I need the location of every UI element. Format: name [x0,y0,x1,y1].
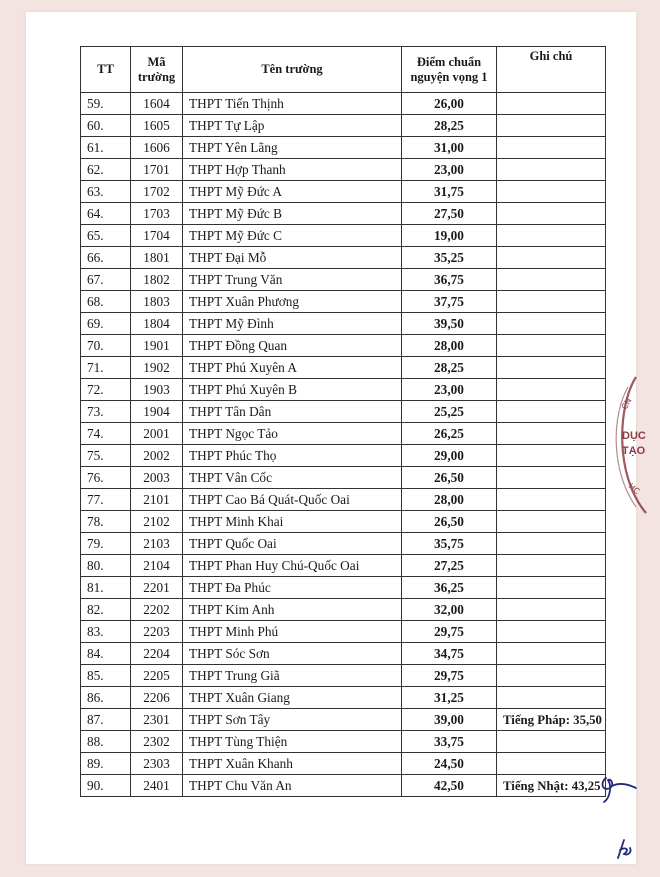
row-number: 88. [81,731,131,753]
admission-score: 26,50 [402,511,497,533]
school-code: 2104 [131,555,183,577]
row-number: 73. [81,401,131,423]
school-code: 1901 [131,335,183,357]
table-row [81,225,606,247]
admission-score: 19,00 [402,225,497,247]
row-note [497,357,606,379]
row-note [497,445,606,467]
svg-text:CN: CN [619,396,634,411]
admission-score: 36,25 [402,577,497,599]
school-name: THPT Chu Văn An [183,775,402,797]
school-name: THPT Trung Giã [183,665,402,687]
school-code: 2003 [131,467,183,489]
row-number: 59. [81,93,131,115]
school-name: THPT Cao Bá Quát-Quốc Oai [183,489,402,511]
school-code: 2103 [131,533,183,555]
admission-score: 26,00 [402,93,497,115]
admission-score: 39,50 [402,313,497,335]
table-header-row [81,47,606,93]
row-number: 89. [81,753,131,775]
admission-score: 27,25 [402,555,497,577]
school-name: THPT Đồng Quan [183,335,402,357]
admission-scores-table [80,46,606,797]
school-name: THPT Xuân Khanh [183,753,402,775]
signature-initial-icon [598,772,640,806]
school-name: THPT Mỹ Đức C [183,225,402,247]
school-code: 2303 [131,753,183,775]
school-code: 2205 [131,665,183,687]
school-code: 1701 [131,159,183,181]
row-note [497,423,606,445]
admission-score: 31,25 [402,687,497,709]
row-note [497,379,606,401]
row-note [497,159,606,181]
table-row [81,467,606,489]
row-note [497,247,606,269]
row-number: 79. [81,533,131,555]
school-code: 2301 [131,709,183,731]
table-row [81,709,606,731]
admission-score: 34,75 [402,643,497,665]
row-number: 83. [81,621,131,643]
school-name: THPT Tiến Thịnh [183,93,402,115]
admission-score: 42,50 [402,775,497,797]
school-name: THPT Hợp Thanh [183,159,402,181]
table-row [81,511,606,533]
row-number: 69. [81,313,131,335]
table-row [81,731,606,753]
admission-score: 23,00 [402,159,497,181]
school-name: THPT Tùng Thiện [183,731,402,753]
school-code: 2206 [131,687,183,709]
school-code: 1801 [131,247,183,269]
table-row [81,137,606,159]
school-code: 2302 [131,731,183,753]
admission-score: 39,00 [402,709,497,731]
row-number: 68. [81,291,131,313]
school-name: THPT Sóc Sơn [183,643,402,665]
row-number: 70. [81,335,131,357]
table-row [81,599,606,621]
row-note: Tiếng Pháp: 35,50 [497,709,606,731]
admission-score: 26,25 [402,423,497,445]
admission-score: 26,50 [402,467,497,489]
table-row [81,687,606,709]
header-note: Ghi chú [497,47,606,93]
admission-score: 24,50 [402,753,497,775]
row-note [497,137,606,159]
school-code: 1803 [131,291,183,313]
row-number: 61. [81,137,131,159]
school-name: THPT Vân Cốc [183,467,402,489]
table-row [81,181,606,203]
school-code: 2001 [131,423,183,445]
school-code: 2101 [131,489,183,511]
row-note [497,203,606,225]
school-code: 2401 [131,775,183,797]
row-number: 80. [81,555,131,577]
row-number: 86. [81,687,131,709]
school-code: 2002 [131,445,183,467]
admission-score: 35,75 [402,533,497,555]
school-name: THPT Xuân Giang [183,687,402,709]
header-school-code: Mã trường [131,47,183,93]
school-name: THPT Phú Xuyên B [183,379,402,401]
school-name: THPT Mỹ Đình [183,313,402,335]
row-note [497,687,606,709]
row-number: 62. [81,159,131,181]
row-note [497,467,606,489]
school-code: 2204 [131,643,183,665]
school-name: THPT Phúc Thọ [183,445,402,467]
row-note [497,489,606,511]
table-row [81,115,606,137]
row-note [497,225,606,247]
row-note [497,181,606,203]
school-code: 1704 [131,225,183,247]
table-row [81,291,606,313]
school-name: THPT Kim Anh [183,599,402,621]
row-note [497,643,606,665]
row-note [497,511,606,533]
admission-score: 28,25 [402,357,497,379]
school-code: 1702 [131,181,183,203]
table-row [81,357,606,379]
school-code: 1605 [131,115,183,137]
school-code: 2202 [131,599,183,621]
school-name: THPT Tân Dân [183,401,402,423]
school-code: 1604 [131,93,183,115]
admission-score: 28,00 [402,489,497,511]
row-note [497,401,606,423]
svg-text:HC: HC [626,481,642,496]
table-row [81,489,606,511]
school-name: THPT Phú Xuyên A [183,357,402,379]
admission-score: 27,50 [402,203,497,225]
row-note [497,313,606,335]
row-number: 75. [81,445,131,467]
admission-score: 28,00 [402,335,497,357]
school-name: THPT Phan Huy Chú-Quốc Oai [183,555,402,577]
school-code: 1802 [131,269,183,291]
row-number: 71. [81,357,131,379]
row-note [497,599,606,621]
school-code: 2203 [131,621,183,643]
school-name: THPT Minh Khai [183,511,402,533]
row-number: 65. [81,225,131,247]
table-row [81,643,606,665]
row-number: 78. [81,511,131,533]
admission-score: 36,75 [402,269,497,291]
row-number: 66. [81,247,131,269]
school-code: 2102 [131,511,183,533]
row-number: 60. [81,115,131,137]
admission-score: 35,25 [402,247,497,269]
table-row [81,335,606,357]
header-score: Điểm chuẩn nguyện vọng 1 [402,47,497,93]
table-row [81,753,606,775]
row-number: 87. [81,709,131,731]
row-note [497,731,606,753]
admission-score: 29,00 [402,445,497,467]
stamp-text-line2: TẠO [622,445,646,457]
table-row [81,401,606,423]
row-number: 77. [81,489,131,511]
school-name: THPT Minh Phú [183,621,402,643]
school-name: THPT Trung Văn [183,269,402,291]
table-row [81,247,606,269]
row-number: 85. [81,665,131,687]
admission-score: 32,00 [402,599,497,621]
admission-score: 28,25 [402,115,497,137]
school-name: THPT Tự Lập [183,115,402,137]
row-number: 72. [81,379,131,401]
school-code: 1606 [131,137,183,159]
table-row [81,159,606,181]
school-code: 1703 [131,203,183,225]
admission-score: 23,00 [402,379,497,401]
school-code: 1902 [131,357,183,379]
school-code: 1903 [131,379,183,401]
stamp-text-line1: DỤC [622,430,646,442]
table-row [81,775,606,797]
row-note [497,555,606,577]
row-note [497,753,606,775]
table-row [81,533,606,555]
school-code: 1804 [131,313,183,335]
header-tt: TT [81,47,131,93]
table-row [81,423,606,445]
table-row [81,313,606,335]
school-name: THPT Xuân Phương [183,291,402,313]
admission-score: 29,75 [402,621,497,643]
row-number: 84. [81,643,131,665]
row-note [497,621,606,643]
table-row [81,203,606,225]
row-note [497,533,606,555]
header-school-name: Tên trường [183,47,402,93]
row-note [497,665,606,687]
table-row [81,379,606,401]
row-number: 90. [81,775,131,797]
row-number: 81. [81,577,131,599]
table-row [81,269,606,291]
row-number: 76. [81,467,131,489]
row-number: 67. [81,269,131,291]
table-row [81,555,606,577]
row-note [497,115,606,137]
school-name: THPT Đa Phúc [183,577,402,599]
school-code: 2201 [131,577,183,599]
table-row [81,577,606,599]
row-number: 74. [81,423,131,445]
admission-score: 29,75 [402,665,497,687]
school-name: THPT Mỹ Đức A [183,181,402,203]
school-name: THPT Ngọc Tảo [183,423,402,445]
school-name: THPT Đại Mỗ [183,247,402,269]
row-note [497,577,606,599]
admission-score: 25,25 [402,401,497,423]
admission-score: 31,75 [402,181,497,203]
school-name: THPT Sơn Tây [183,709,402,731]
school-name: THPT Yên Lãng [183,137,402,159]
table-row [81,665,606,687]
row-number: 82. [81,599,131,621]
signature-mark-icon [612,836,636,862]
row-number: 63. [81,181,131,203]
admission-score: 31,00 [402,137,497,159]
table-row [81,445,606,467]
table-row [81,93,606,115]
school-code: 1904 [131,401,183,423]
admission-score: 37,75 [402,291,497,313]
table-row [81,621,606,643]
row-note [497,335,606,357]
row-note: Tiếng Nhật: 43,25 [497,775,606,797]
school-name: THPT Mỹ Đức B [183,203,402,225]
row-note [497,291,606,313]
school-name: THPT Quốc Oai [183,533,402,555]
row-note [497,269,606,291]
row-note [497,93,606,115]
row-number: 64. [81,203,131,225]
admission-score: 33,75 [402,731,497,753]
